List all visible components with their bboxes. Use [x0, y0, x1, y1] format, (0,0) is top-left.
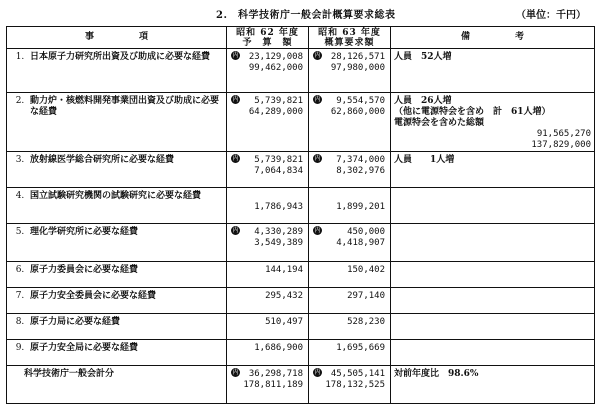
inner-mark-icon: 内 [314, 52, 321, 59]
item-cell [7, 224, 227, 262]
inner-mark-icon: 内 [232, 52, 239, 59]
budget-table [6, 26, 595, 404]
note-line: 人員 26人増 [394, 96, 452, 106]
req-value: 1,899,201 [336, 202, 385, 212]
prev-value: 64,289,000 [248, 107, 303, 117]
prev-amount [227, 49, 309, 93]
req-value: 4,418,907 [336, 238, 385, 248]
req-amount [309, 262, 391, 288]
total-req-amount [309, 366, 391, 404]
item-name: 原子力安全委員会に必要な経費 [30, 291, 157, 301]
req-amount [309, 188, 391, 224]
table-row [7, 224, 595, 262]
prev-value: 144,194 [265, 265, 303, 275]
item-name: 動力炉・核燃料開発事業団出資及び助成に必要な経費 [30, 96, 220, 117]
item-number: 4. [15, 191, 25, 201]
prev-badge-value: 23,129,008 [248, 52, 303, 62]
prev-amount [227, 188, 309, 224]
inner-mark-icon: 内 [232, 227, 239, 234]
item-name: 原子力局に必要な経費 [30, 317, 121, 327]
req-value: 1,695,669 [336, 343, 385, 353]
total-label-cell [7, 366, 227, 404]
item-number: 5. [15, 227, 25, 237]
total-row [7, 366, 595, 404]
unit-label: （単位：千円） [516, 10, 586, 21]
note-amount-2: 137,829,000 [531, 140, 591, 150]
item-cell [7, 152, 227, 188]
item-cell [7, 188, 227, 224]
total-req-badge-value: 45,505,141 [330, 369, 385, 379]
table-row [7, 340, 595, 366]
req-value: 297,140 [347, 291, 385, 301]
header-req: 昭和 63 年度 概算要求額 [309, 27, 391, 49]
item-cell [7, 262, 227, 288]
item-number: 8. [15, 317, 25, 327]
item-number: 9. [15, 343, 25, 353]
prev-badge-value: 5,739,821 [254, 155, 303, 165]
table-row [7, 152, 595, 188]
item-name: 放射線医学総合研究所に必要な経費 [30, 155, 175, 165]
prev-value: 7,064,834 [254, 166, 303, 176]
prev-value: 510,497 [265, 317, 303, 327]
item-cell [7, 93, 227, 152]
prev-amount [227, 152, 309, 188]
req-value: 528,230 [347, 317, 385, 327]
prev-amount [227, 93, 309, 152]
total-prev-amount [227, 366, 309, 404]
inner-mark-icon: 内 [232, 96, 239, 103]
inner-mark-icon: 内 [314, 227, 321, 234]
req-value: 62,860,000 [330, 107, 385, 117]
item-cell [7, 314, 227, 340]
item-name: 日本原子力研究所出資及び助成に必要な経費 [30, 52, 211, 62]
note-cell [391, 288, 595, 314]
note-cell [391, 314, 595, 340]
item-number: 3. [15, 155, 25, 165]
req-amount [309, 152, 391, 188]
item-name: 国立試験研究機関の試験研究に必要な経費 [30, 191, 202, 201]
total-req-value: 178,132,525 [325, 380, 385, 390]
req-amount [309, 340, 391, 366]
total-prev-badge-value: 36,298,718 [248, 369, 303, 379]
prev-value: 1,786,943 [254, 202, 303, 212]
prev-value: 295,432 [265, 291, 303, 301]
note-cell [391, 93, 595, 152]
item-cell [7, 49, 227, 93]
header-item: 事 項 [7, 27, 227, 49]
req-amount [309, 93, 391, 152]
item-number: 7. [15, 291, 25, 301]
item-number: 2. [15, 96, 25, 106]
prev-amount [227, 314, 309, 340]
req-badge-value: 9,554,570 [336, 96, 385, 106]
table-row [7, 262, 595, 288]
header-note: 備 考 [391, 27, 595, 49]
note-cell [391, 340, 595, 366]
note-cell [391, 152, 595, 188]
prev-amount [227, 288, 309, 314]
note-cell [391, 224, 595, 262]
table-row [7, 314, 595, 340]
table-row [7, 188, 595, 224]
req-value: 8,302,976 [336, 166, 385, 176]
inner-mark-icon: 内 [232, 155, 239, 162]
item-name: 原子力委員会に必要な経費 [30, 265, 139, 275]
inner-mark-icon: 内 [314, 96, 321, 103]
total-note: 対前年度比 98.6% [391, 366, 595, 404]
item-cell [7, 340, 227, 366]
prev-amount [227, 262, 309, 288]
prev-amount [227, 340, 309, 366]
req-amount [309, 288, 391, 314]
header-prev: 昭和 62 年度 予 算 額 [227, 27, 309, 49]
total-prev-value: 178,811,189 [243, 380, 303, 390]
item-name: 原子力安全局に必要な経費 [30, 343, 139, 353]
header-row [7, 27, 595, 49]
prev-amount [227, 224, 309, 262]
prev-value: 1,686,900 [254, 343, 303, 353]
note-line: 人員 52人増 [394, 52, 452, 62]
inner-mark-icon: 内 [232, 369, 239, 376]
note-line: （他に電源特会を含め 計 61人増） [394, 107, 551, 117]
prev-value: 3,549,389 [254, 238, 303, 248]
req-badge-value: 7,374,000 [336, 155, 385, 165]
note-amount: 91,565,270 [536, 129, 591, 139]
req-badge-value: 28,126,571 [330, 52, 385, 62]
req-amount [309, 224, 391, 262]
table-row [7, 288, 595, 314]
total-label: 科学技術庁一般会計分 [24, 369, 115, 379]
note-line: 人員 1人増 [394, 155, 455, 165]
prev-badge-value: 4,330,289 [254, 227, 303, 237]
prev-value: 99,462,000 [248, 63, 303, 73]
item-name: 理化学研究所に必要な経費 [30, 227, 139, 237]
req-value: 97,980,000 [330, 63, 385, 73]
table-row [7, 93, 595, 152]
note-line: 電源特会を含めた総額 [394, 118, 485, 128]
inner-mark-icon: 内 [314, 369, 321, 376]
req-badge-value: 450,000 [347, 227, 385, 237]
prev-badge-value: 5,739,821 [254, 96, 303, 106]
item-number: 6. [15, 265, 25, 275]
item-number: 1. [15, 52, 25, 62]
note-cell [391, 262, 595, 288]
req-amount [309, 314, 391, 340]
page-title: 2. 科学技術庁一般会計概算要求総表 [216, 10, 396, 21]
inner-mark-icon: 内 [314, 155, 321, 162]
note-cell [391, 49, 595, 93]
table-row [7, 49, 595, 93]
req-value: 150,402 [347, 265, 385, 275]
note-cell [391, 188, 595, 224]
item-cell [7, 288, 227, 314]
req-amount [309, 49, 391, 93]
